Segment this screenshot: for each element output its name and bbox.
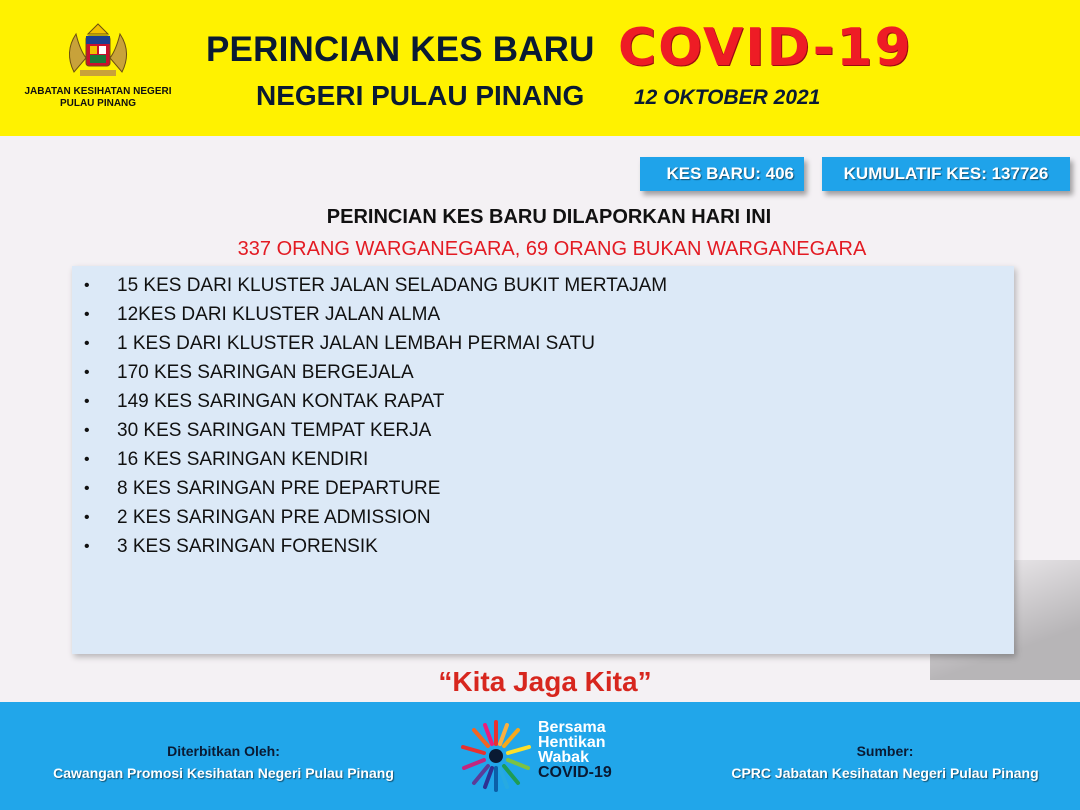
campaign-logo-icon	[458, 718, 534, 794]
bullet-icon: •	[84, 335, 90, 352]
bullet-icon: •	[84, 480, 90, 497]
agency-name	[14, 86, 182, 110]
campaign-line: COVID-19	[538, 764, 612, 781]
report-heading: PERINCIAN KES BARU DILAPORKAN HARI INI	[326, 206, 772, 228]
list-item-text: 15 KES DARI KLUSTER JALAN SELADANG BUKIT MERTAJAM	[117, 275, 668, 296]
agency-name-line1: JABATAN KESIHATAN NEGERI	[24, 86, 172, 97]
nationality-breakdown: 337 ORANG WARGANEGARA, 69 ORANG BUKAN WARGANEGARA	[237, 238, 867, 260]
list-item	[72, 504, 1014, 533]
bullet-icon: •	[84, 364, 90, 381]
list-item	[72, 272, 1014, 301]
report-date: 12 OKTOBER 2021	[634, 86, 821, 109]
list-item	[72, 417, 1014, 446]
coat-of-arms-icon	[56, 22, 140, 82]
source-label: Sumber:	[856, 743, 914, 759]
state-subtitle: NEGERI PULAU PINANG	[256, 80, 585, 111]
bullet-icon: •	[84, 422, 90, 439]
covid-title: COVID-19	[618, 18, 913, 78]
published-by: Cawangan Promosi Kesihatan Negeri Pulau Pinang	[53, 765, 394, 781]
list-item-text: 8 KES SARINGAN PRE DEPARTURE	[117, 478, 441, 499]
list-item-text: 149 KES SARINGAN KONTAK RAPAT	[117, 391, 445, 412]
list-item-text: 16 KES SARINGAN KENDIRI	[117, 449, 369, 470]
bullet-icon: •	[84, 393, 90, 410]
campaign-text	[538, 720, 612, 780]
campaign-line: Wabak	[538, 749, 589, 766]
agency-name-line2: PULAU PINANG	[59, 98, 137, 109]
source-name: CPRC Jabatan Kesihatan Negeri Pulau Pinang	[731, 765, 1039, 781]
list-item	[72, 533, 1014, 562]
bullet-icon: •	[84, 451, 90, 468]
slogan: “Kita Jaga Kita”	[438, 666, 652, 697]
bullet-icon: •	[84, 538, 90, 555]
published-label: Diterbitkan Oleh:	[167, 743, 280, 759]
campaign-line: Bersama	[538, 719, 606, 736]
list-item	[72, 475, 1014, 504]
page-title: PERINCIAN KES BARU	[206, 30, 595, 69]
cumulative-cases-badge: KUMULATIF KES: 137726	[822, 157, 1070, 191]
bullet-icon: •	[84, 509, 90, 526]
campaign-line: Hentikan	[538, 734, 606, 751]
list-item	[72, 330, 1014, 359]
bullet-icon: •	[84, 277, 90, 294]
list-item	[72, 359, 1014, 388]
new-cases-badge: KES BARU: 406	[640, 157, 804, 191]
list-item-text: 12KES DARI KLUSTER JALAN ALMA	[117, 304, 441, 325]
list-item-text: 170 KES SARINGAN BERGEJALA	[117, 362, 414, 383]
list-item-text: 1 KES DARI KLUSTER JALAN LEMBAH PERMAI SATU	[117, 333, 595, 354]
header-banner	[0, 0, 1080, 136]
list-item-text: 3 KES SARINGAN FORENSIK	[117, 536, 378, 557]
list-item	[72, 388, 1014, 417]
footer-banner	[0, 702, 1080, 810]
list-item	[72, 301, 1014, 330]
case-details-panel	[72, 266, 1014, 654]
list-item-text: 30 KES SARINGAN TEMPAT KERJA	[117, 420, 432, 441]
list-item-text: 2 KES SARINGAN PRE ADMISSION	[117, 507, 431, 528]
case-list	[72, 266, 1014, 562]
list-item	[72, 446, 1014, 475]
bullet-icon: •	[84, 306, 90, 323]
